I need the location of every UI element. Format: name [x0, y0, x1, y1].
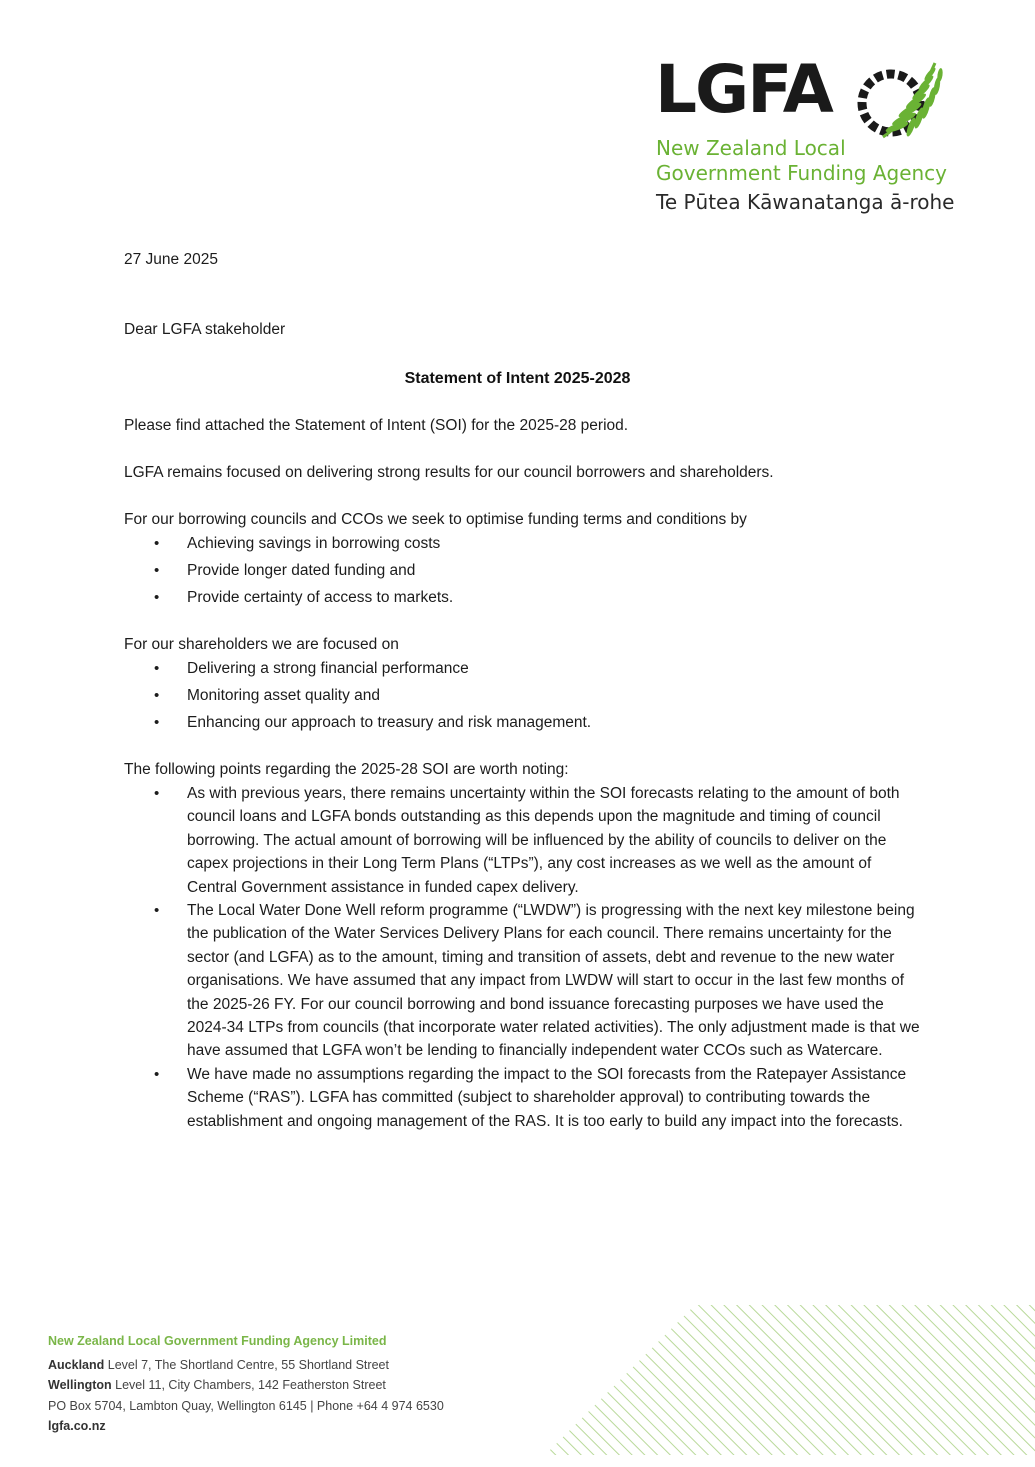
logo-tagline-maori: Te Pūtea Kāwanatanga ā-rohe — [656, 190, 955, 214]
footer-po-phone: PO Box 5704, Lambton Quay, Wellington 6145 | Phone +64 4 974 6530 — [48, 1398, 444, 1413]
list-item: • Monitoring asset quality and — [124, 684, 591, 707]
footer-auckland-address: Auckland Level 7, The Shortland Centre, 55 Shortland Street — [48, 1357, 389, 1372]
bullet-icon: • — [154, 902, 160, 920]
shareholder-goals-list — [124, 657, 591, 738]
paragraph-3: For our borrowing councils and CCOs we seek to optimise funding terms and conditions by — [124, 511, 747, 528]
list-item: • Enhancing our approach to treasury and risk management. — [124, 711, 591, 734]
soi-notes-list — [124, 782, 924, 1133]
bullet-icon: • — [154, 562, 160, 579]
fern-gear-icon — [853, 55, 953, 141]
borrower-goals-list — [124, 532, 453, 613]
paragraph-4: For our shareholders we are focused on — [124, 636, 399, 653]
list-item: • The Local Water Done Well reform programme (“LWDW”) is progressing with the next key milestone being the publication of the Water Services Delivery Plans for each council. There remains uncertainty for the sector (and LGFA) as to the amount, timing and transition of assets, debt and revenue to the new water organisations. We have assumed that any impact from LWDW will start to occur in the last few months of the 2025-26 FY. For our council borrowing and bond issuance forecasting purposes we have used the 2024-34 LTPs from councils (that incorporate water related activities). The only adjustment made is that we have assumed that LGFA won’t be lending to financially independent water CCOs such as Watercare. — [124, 899, 924, 1063]
footer-website-link[interactable]: lgfa.co.nz — [48, 1419, 106, 1433]
list-item: • Provide certainty of access to markets. — [124, 586, 453, 609]
bullet-icon: • — [154, 1065, 160, 1083]
lgfa-logo — [655, 51, 985, 215]
logo-tagline-1: New Zealand Local — [656, 136, 846, 160]
paragraph-5: The following points regarding the 2025-28 SOI are worth noting: — [124, 761, 569, 778]
footer-company-name: New Zealand Local Government Funding Agency Limited — [48, 1334, 387, 1348]
list-item: • We have made no assumptions regarding the impact to the SOI forecasts from the Ratepayer Assistance Scheme (“RAS”). LGFA has committed (subject to shareholder approval) to contributing towards the establishment and ongoing management of the RAS. It is too early to build any impact into the forecasts. — [124, 1063, 924, 1133]
logo-wordmark: LGFA — [655, 51, 832, 128]
footer-wellington-address: Wellington Level 11, City Chambers, 142 Featherston Street — [48, 1378, 386, 1392]
list-item: • As with previous years, there remains uncertainty within the SOI forecasts relating to the amount of both council loans and LGFA bonds outstanding as this depends upon the magnitude and timing of council borrowing. The actual amount of borrowing will be influenced by the ability of councils to deliver on the capex projections in their Long Term Plans (“LTPs”), any cost increases as we well as the amount of Central Government assistance in funded capex delivery. — [124, 782, 924, 899]
list-item: • Achieving savings in borrowing costs — [124, 532, 453, 555]
bullet-icon: • — [154, 660, 160, 677]
bullet-icon: • — [154, 589, 160, 606]
logo-tagline-2: Government Funding Agency — [656, 161, 948, 185]
letter-title: Statement of Intent 2025-2028 — [404, 370, 631, 387]
paragraph-2: LGFA remains focused on delivering strong results for our council borrowers and shareholders. — [124, 464, 774, 481]
salutation: Dear LGFA stakeholder — [124, 321, 286, 338]
list-item: • Delivering a strong financial performance — [124, 657, 591, 680]
footer — [48, 1331, 444, 1437]
letter-date: 27 June 2025 — [124, 251, 218, 268]
bullet-icon: • — [154, 785, 160, 802]
footer-hatch-decoration — [545, 1305, 1035, 1455]
bullet-icon: • — [154, 535, 160, 552]
list-item: • Provide longer dated funding and — [124, 559, 453, 582]
paragraph-1: Please find attached the Statement of Intent (SOI) for the 2025-28 period. — [124, 417, 629, 434]
bullet-icon: • — [154, 687, 160, 704]
bullet-icon: • — [154, 714, 160, 731]
